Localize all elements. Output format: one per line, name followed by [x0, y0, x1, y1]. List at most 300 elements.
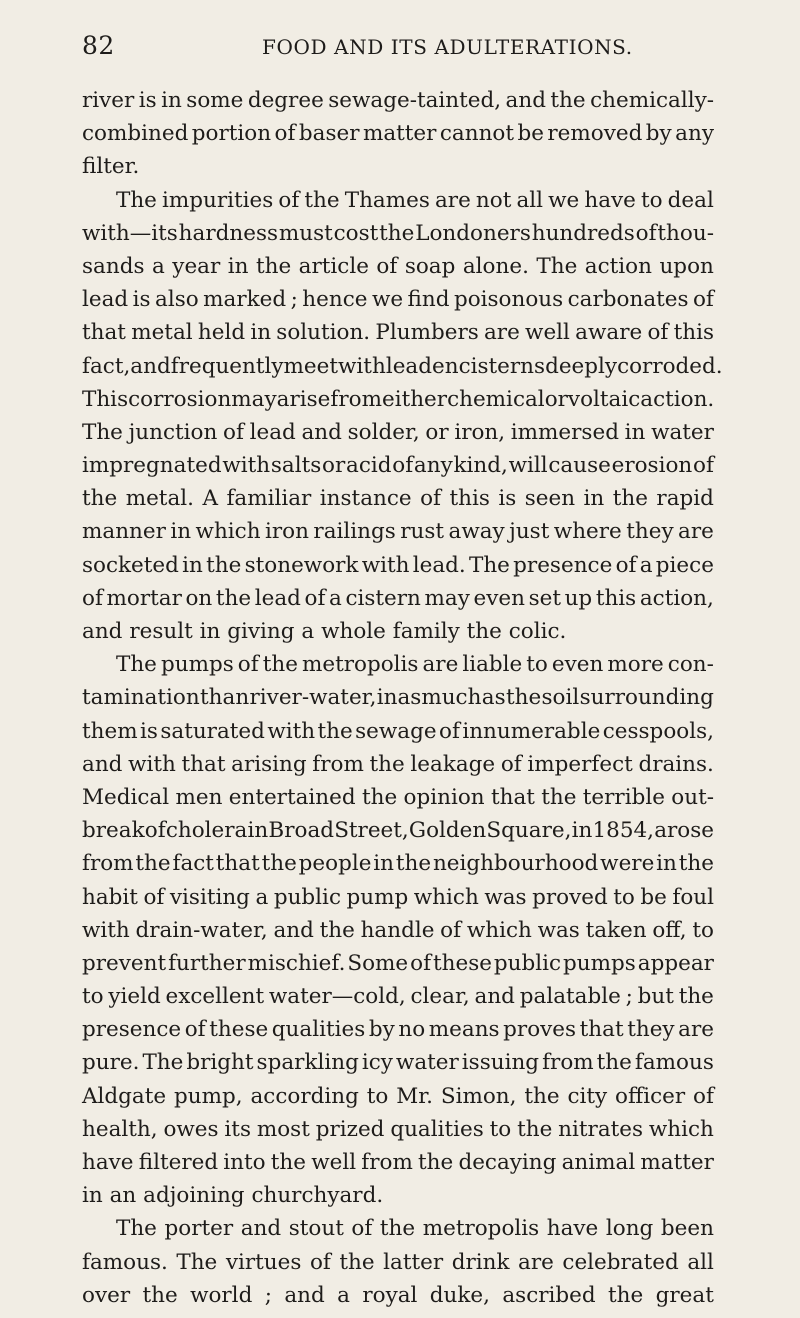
word: was — [484, 884, 527, 910]
word: arose — [654, 818, 714, 844]
word: to — [366, 1083, 389, 1109]
text-line — [82, 748, 714, 781]
word: the — [418, 1150, 454, 1175]
word: proves — [503, 1017, 577, 1043]
word: royal — [362, 1282, 418, 1308]
word: and — [130, 353, 171, 379]
word: people — [298, 851, 372, 877]
word: thou- — [657, 220, 714, 246]
word: off, — [652, 917, 687, 943]
word: excellent — [165, 984, 265, 1010]
word: mortar — [106, 585, 182, 611]
word: world — [190, 1282, 253, 1308]
word: the — [361, 784, 398, 810]
word: presence — [82, 1017, 182, 1043]
text-line — [82, 847, 714, 880]
word: health, — [82, 1116, 158, 1142]
word: the — [262, 652, 298, 678]
word: colic. — [508, 619, 567, 644]
word: even — [473, 585, 525, 611]
word: qualities — [390, 1116, 484, 1142]
text-line — [82, 715, 714, 748]
word: a — [337, 1282, 350, 1308]
word: action. — [640, 386, 715, 412]
text-line — [82, 1046, 714, 1079]
word: in — [583, 486, 605, 512]
word: celebrated — [562, 1249, 679, 1275]
page-number: 82 — [82, 31, 115, 60]
word: cesspools, — [602, 718, 714, 744]
word: surrounding — [579, 685, 714, 711]
word: con- — [667, 652, 714, 678]
word: away — [448, 519, 505, 545]
word: the — [612, 486, 648, 512]
word: alone. — [462, 253, 529, 279]
word: of — [274, 121, 296, 147]
word: of — [309, 1249, 331, 1275]
word: 1854, — [592, 818, 655, 844]
word: public — [493, 950, 562, 976]
word: of — [304, 585, 326, 611]
word: the — [135, 851, 171, 877]
text-line — [82, 947, 714, 980]
word: ; — [290, 287, 298, 313]
word: with—its — [82, 220, 178, 246]
text-line — [82, 515, 714, 548]
text-line — [82, 1146, 714, 1179]
word: and — [301, 419, 342, 445]
word: long — [605, 1216, 654, 1242]
word: cistern — [345, 585, 421, 611]
word: officer — [615, 1083, 686, 1109]
word: lead. — [412, 552, 466, 578]
word: voltaic — [567, 386, 641, 412]
word: lead — [254, 585, 301, 611]
word: pumps — [160, 652, 234, 678]
word: liable — [462, 652, 523, 678]
word: river — [82, 88, 135, 113]
word: this — [595, 585, 637, 611]
word: in — [247, 818, 269, 844]
word: Medical — [82, 784, 170, 810]
word: as — [481, 685, 506, 711]
word: tamination — [82, 685, 200, 711]
word: Plumbers — [375, 320, 479, 346]
word: further — [168, 950, 246, 976]
word: entertained — [228, 784, 356, 810]
word: drains. — [638, 751, 714, 777]
text-line — [82, 980, 714, 1013]
word: The — [176, 1249, 218, 1275]
word: drain-water, — [135, 917, 268, 943]
word: the — [255, 253, 292, 279]
word: the — [261, 851, 297, 877]
word: find — [407, 287, 450, 313]
text-line — [82, 681, 714, 714]
word: and — [273, 917, 314, 943]
word: the — [206, 552, 242, 578]
word: solder, — [347, 419, 420, 445]
word: pure. — [82, 1050, 140, 1076]
word: of — [351, 1216, 373, 1242]
word: A — [202, 486, 218, 512]
word: the — [517, 1116, 553, 1142]
word: arising — [231, 751, 307, 777]
word: out- — [671, 784, 714, 810]
word: action — [584, 253, 652, 279]
word: marked — [203, 287, 287, 313]
word: up — [564, 585, 593, 611]
word: whole — [321, 619, 386, 644]
word: is — [498, 486, 517, 512]
word: more — [607, 652, 664, 678]
word: impregnated — [82, 453, 222, 479]
word: of — [184, 1017, 206, 1043]
word: The — [536, 253, 578, 279]
text-line — [82, 383, 714, 416]
word: salts — [270, 453, 322, 479]
word: or — [425, 419, 449, 445]
word: The — [116, 187, 157, 213]
word: virtues — [225, 1249, 302, 1275]
word: ; — [264, 1282, 272, 1308]
word: but — [637, 984, 674, 1010]
word: of — [410, 950, 432, 976]
word: have — [546, 1216, 599, 1242]
word: them — [82, 718, 138, 744]
word: socketed — [82, 552, 179, 578]
word: deal — [667, 187, 714, 213]
text-line — [82, 549, 714, 582]
word: held — [197, 320, 246, 346]
word: decaying — [458, 1150, 557, 1175]
word: nitrates — [558, 1116, 644, 1142]
word: prized — [315, 1116, 385, 1142]
word: famous. — [82, 1249, 168, 1275]
word: of — [143, 884, 165, 910]
word: visiting — [169, 884, 250, 910]
word: the — [550, 88, 586, 113]
word: sparkling — [256, 1050, 359, 1076]
word: the — [369, 751, 405, 777]
word: pump, — [174, 1083, 243, 1109]
word: the — [215, 585, 252, 611]
text-line — [82, 582, 714, 615]
word: and — [82, 751, 123, 777]
word: is — [138, 88, 157, 113]
word: the — [541, 784, 577, 810]
word: that — [181, 751, 226, 777]
word: we — [548, 187, 580, 213]
word: most — [256, 1116, 310, 1142]
word: inasmuch — [376, 685, 482, 711]
text-line — [82, 1113, 714, 1146]
word: by — [368, 1017, 395, 1043]
text-line — [82, 615, 714, 648]
word: from — [82, 851, 134, 877]
word: aware — [575, 320, 643, 346]
text-line — [82, 84, 714, 117]
word: matter — [362, 121, 437, 147]
word: ascribed — [502, 1282, 596, 1308]
word: of — [692, 287, 714, 313]
word: to — [640, 187, 663, 213]
word: have — [82, 1150, 134, 1175]
word: we — [371, 287, 404, 313]
word: of — [278, 187, 300, 213]
word: a — [301, 619, 315, 644]
word: from — [312, 751, 364, 777]
word: metropolis — [422, 1216, 540, 1242]
text-line — [82, 1212, 714, 1245]
word: a — [255, 884, 269, 910]
text-line — [82, 781, 714, 814]
word: and — [284, 1282, 325, 1308]
text-line — [82, 1080, 714, 1113]
word: result — [129, 619, 193, 644]
word: that — [215, 851, 260, 877]
word: the — [304, 187, 340, 213]
word: the — [317, 718, 353, 744]
word: the — [379, 220, 415, 246]
word: arise — [276, 386, 331, 412]
word: animal — [561, 1150, 636, 1175]
text-line — [82, 350, 723, 383]
word: be — [640, 884, 667, 910]
text-line — [82, 1179, 714, 1212]
word: of — [500, 751, 522, 777]
text-line — [82, 449, 714, 482]
word: frequently — [170, 353, 284, 379]
word: break — [82, 818, 145, 844]
word: palatable — [519, 984, 621, 1010]
word: the — [505, 685, 542, 711]
word: its — [224, 1116, 251, 1142]
word: familiar — [226, 486, 312, 512]
word: action, — [639, 585, 714, 611]
word: Broad — [268, 818, 335, 844]
word: rust — [400, 519, 445, 545]
text-line — [82, 482, 714, 515]
word: leaden — [385, 353, 459, 379]
word: to — [489, 1116, 512, 1142]
word: the — [596, 1050, 632, 1076]
word: seen — [524, 486, 576, 512]
word: a — [151, 253, 165, 279]
word: over — [82, 1282, 131, 1308]
word: deeply — [545, 353, 618, 379]
text-line — [82, 1246, 714, 1279]
word: hence — [302, 287, 368, 313]
word: may — [424, 585, 470, 611]
word: water—cold, — [268, 984, 406, 1010]
text-line — [82, 814, 714, 847]
word: taken — [585, 917, 647, 943]
word: from — [330, 386, 382, 412]
word: carbonates — [567, 287, 689, 313]
word: into — [223, 1150, 266, 1175]
word: duke, — [429, 1282, 490, 1308]
word: may — [231, 386, 277, 412]
word: of — [439, 718, 460, 744]
word: these — [209, 1017, 269, 1043]
word: were — [600, 851, 655, 877]
page-header — [82, 31, 714, 61]
word: of — [615, 552, 637, 578]
word: impurities — [162, 187, 274, 213]
word: in — [227, 253, 249, 279]
word: set — [528, 585, 561, 611]
word: any — [675, 121, 714, 147]
word: Thames — [344, 187, 430, 213]
word: ; — [625, 984, 633, 1010]
word: some — [186, 88, 244, 113]
word: upon — [659, 253, 714, 279]
word: metal — [131, 320, 193, 346]
word: no — [398, 1017, 426, 1043]
word: cannot — [439, 121, 515, 147]
word: mischief. — [247, 950, 346, 976]
word: cause — [548, 453, 611, 479]
word: chemically- — [590, 88, 714, 113]
word: adjoining — [143, 1183, 245, 1209]
word: qualities — [271, 1017, 366, 1043]
word: cisterns — [458, 353, 546, 379]
word: this — [673, 320, 714, 346]
word: Square, — [486, 818, 572, 844]
word: the — [319, 917, 355, 943]
word: in — [250, 320, 272, 346]
word: solution. — [276, 320, 371, 346]
word: meet — [283, 353, 339, 379]
word: chemical — [447, 386, 545, 412]
word: than — [200, 685, 250, 711]
word: of — [635, 220, 657, 246]
word: the — [466, 619, 502, 644]
word: filter. — [82, 154, 140, 180]
text-line — [82, 881, 714, 914]
word: by — [645, 121, 672, 147]
word: in — [199, 619, 221, 644]
word: junction — [128, 419, 218, 445]
word: fact, — [82, 353, 131, 379]
word: soil — [541, 685, 580, 711]
word: which — [648, 1116, 714, 1142]
word: cost — [333, 220, 379, 246]
word: pump — [346, 884, 409, 910]
word: piece — [655, 552, 714, 578]
word: proved — [532, 884, 608, 910]
word: in — [82, 1183, 103, 1209]
word: owes — [163, 1116, 219, 1142]
word: degree — [247, 88, 324, 113]
word: terrible — [582, 784, 665, 810]
word: water — [651, 419, 714, 445]
word: public — [273, 884, 341, 910]
word: the — [678, 851, 714, 877]
word: is — [140, 718, 158, 744]
word: The — [469, 552, 510, 578]
word: foul — [672, 884, 714, 910]
word: sands — [82, 253, 145, 279]
word: the — [678, 984, 714, 1010]
word: in — [656, 851, 677, 877]
word: of — [376, 253, 398, 279]
word: fact — [172, 851, 214, 877]
word: Simon, — [440, 1083, 517, 1109]
word: Aldgate — [82, 1083, 167, 1109]
word: rapid — [656, 486, 714, 512]
word: portion — [191, 121, 272, 147]
word: will — [508, 453, 548, 479]
word: with — [128, 751, 176, 777]
text-line — [82, 217, 714, 250]
word: metal. — [125, 486, 194, 512]
word: of — [144, 818, 166, 844]
word: leakage — [410, 751, 496, 777]
word: and — [240, 1216, 282, 1242]
word: The — [82, 419, 123, 445]
word: in — [571, 818, 593, 844]
word: which — [466, 917, 532, 943]
word: corroded. — [617, 353, 723, 379]
word: filtered — [138, 1150, 219, 1175]
word: innumerable — [462, 718, 601, 744]
text-line — [82, 1013, 714, 1046]
word: hardness — [178, 220, 279, 246]
text-line — [82, 250, 714, 283]
word: the — [395, 851, 432, 877]
word: of — [693, 1083, 714, 1109]
word: a — [329, 585, 342, 611]
text-line — [82, 184, 714, 217]
word: acid — [346, 453, 392, 479]
text-line — [82, 1279, 714, 1312]
word: lead — [82, 287, 129, 313]
word: with — [338, 353, 386, 379]
word: in — [373, 851, 395, 877]
word: which — [195, 519, 261, 545]
word: well — [525, 320, 570, 346]
word: from — [542, 1050, 594, 1076]
word: which — [413, 884, 479, 910]
word: of — [420, 486, 441, 512]
word: in — [170, 519, 192, 545]
word: soap — [404, 253, 456, 279]
word: all — [687, 1249, 714, 1275]
word: habit — [82, 884, 138, 910]
word: lead — [249, 419, 296, 445]
word: prevent — [82, 950, 167, 976]
word: of — [693, 453, 714, 479]
word: to — [526, 652, 548, 678]
word: Golden — [408, 818, 487, 844]
word: water — [395, 1050, 459, 1076]
word: an — [109, 1183, 137, 1209]
text-line — [82, 316, 714, 349]
word: issuing — [461, 1050, 540, 1076]
word: the — [339, 1249, 375, 1275]
word: the — [524, 1083, 560, 1109]
word: neighbourhood — [432, 851, 599, 877]
word: porter — [164, 1216, 234, 1242]
word: family — [392, 619, 460, 644]
word: have — [584, 187, 636, 213]
word: well — [311, 1150, 357, 1175]
word: river-water, — [249, 685, 377, 711]
body-text — [82, 84, 723, 1312]
word: great — [655, 1282, 714, 1308]
